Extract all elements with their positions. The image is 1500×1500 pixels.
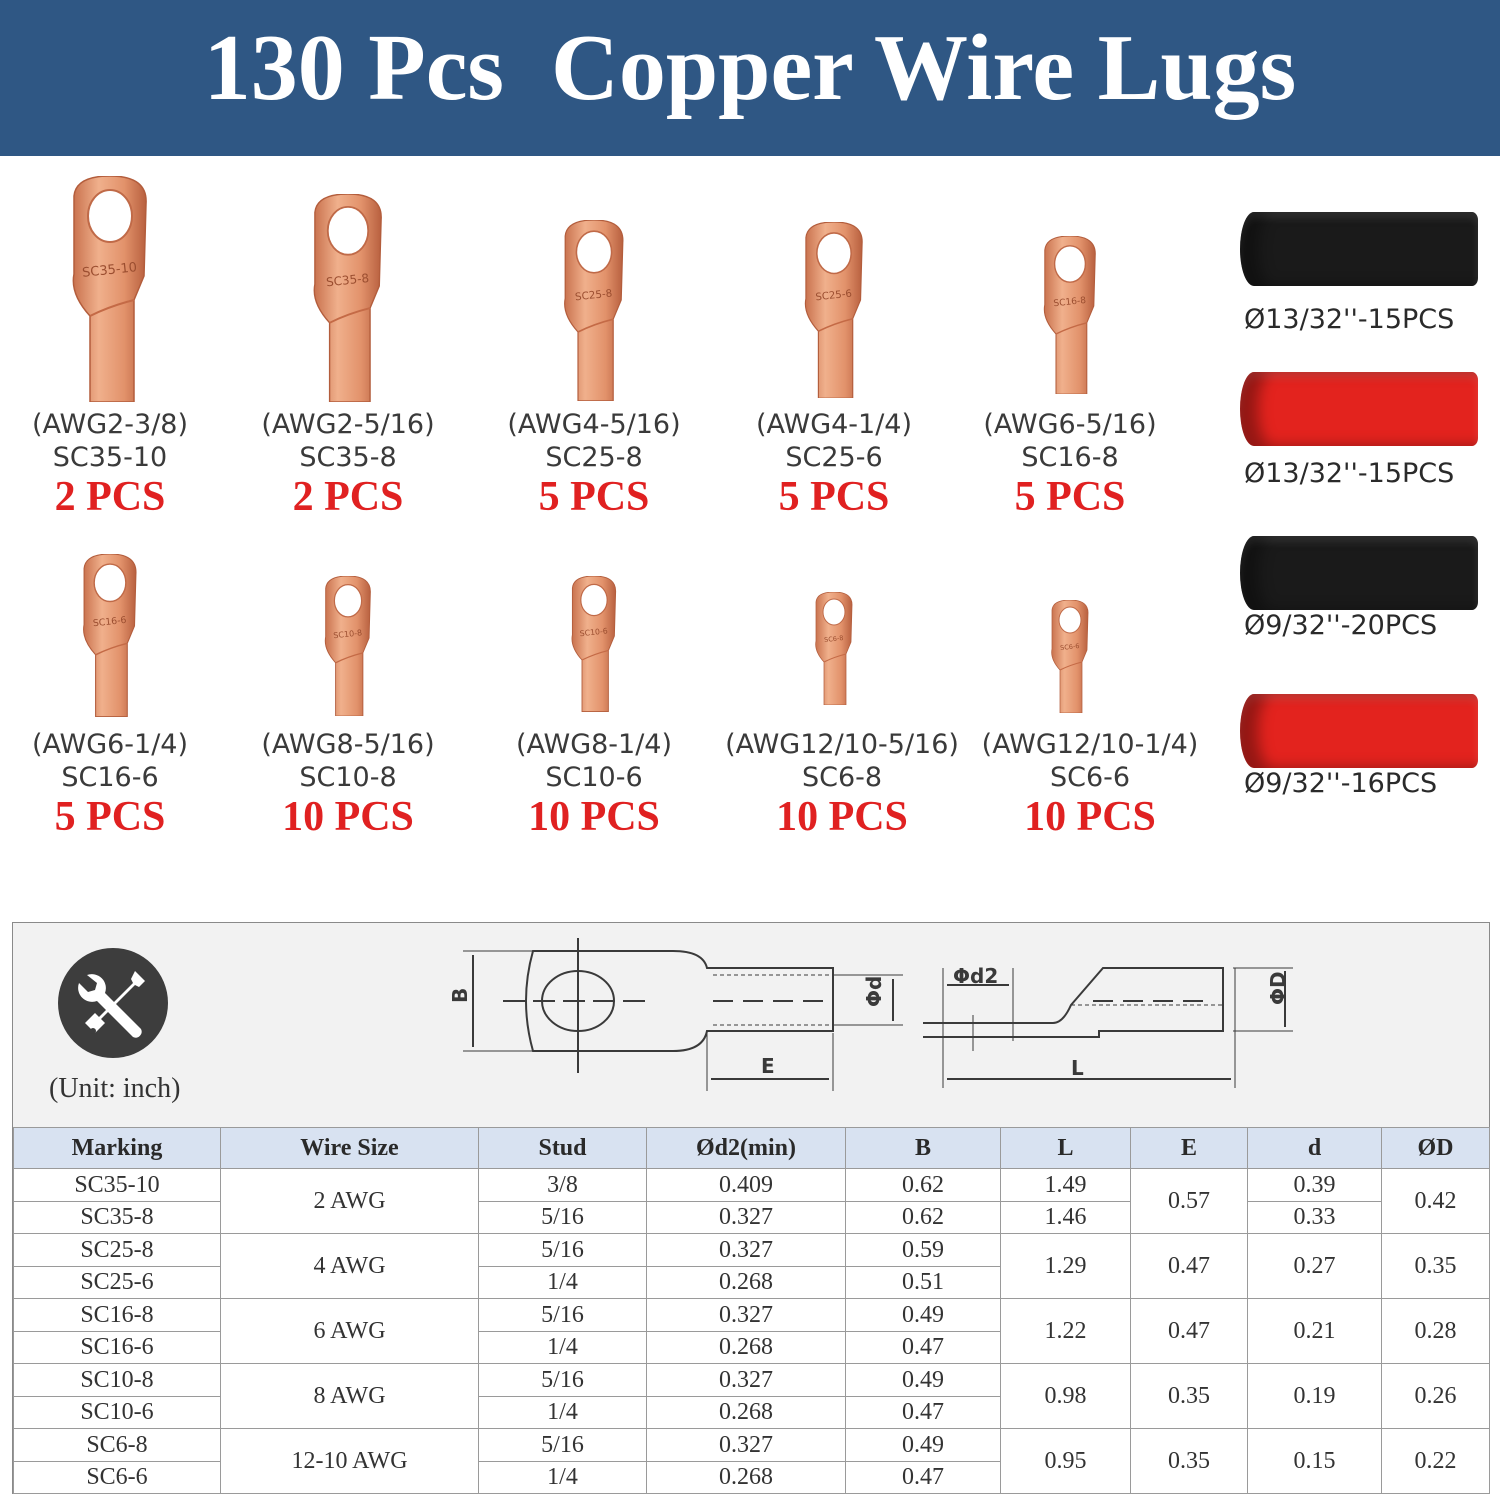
b-cell: 0.49 bbox=[846, 1364, 1001, 1397]
e-cell: 0.57 bbox=[1131, 1169, 1248, 1234]
lug-awg: (AWG8-5/16) bbox=[261, 729, 435, 760]
lug-code: SC16-6 bbox=[61, 762, 159, 793]
e-cell: 0.47 bbox=[1131, 1299, 1248, 1364]
lug-stamp: SC6-8 bbox=[823, 634, 844, 644]
stud-cell: 1/4 bbox=[479, 1266, 647, 1299]
b-cell: 0.49 bbox=[846, 1299, 1001, 1332]
b-cell: 0.47 bbox=[846, 1396, 1001, 1429]
d2-cell: 0.327 bbox=[647, 1364, 846, 1397]
tube-swatch bbox=[1240, 694, 1478, 768]
marking-cell: SC25-6 bbox=[14, 1266, 221, 1299]
b-cell: 0.49 bbox=[846, 1429, 1001, 1462]
lug-caption bbox=[474, 408, 714, 520]
table-row bbox=[14, 1234, 1490, 1267]
b-cell: 0.51 bbox=[846, 1266, 1001, 1299]
marking-cell: SC6-6 bbox=[14, 1461, 221, 1494]
lug-caption bbox=[474, 728, 714, 840]
lug-code: SC10-6 bbox=[545, 762, 643, 793]
od-cell: 0.35 bbox=[1382, 1234, 1490, 1299]
copper-lug-icon bbox=[60, 176, 160, 402]
d-cell: 0.21 bbox=[1248, 1299, 1382, 1364]
column-header: L bbox=[1001, 1128, 1131, 1169]
lug-caption bbox=[0, 728, 230, 840]
lug-code: SC6-8 bbox=[801, 762, 883, 793]
od-cell: 0.28 bbox=[1382, 1299, 1490, 1364]
lug-stamp: SC35-10 bbox=[81, 260, 138, 281]
tube-label: Ø9/32''-16PCS bbox=[1244, 768, 1438, 799]
copper-lug-icon bbox=[554, 220, 634, 401]
l-cell: 0.98 bbox=[1001, 1364, 1131, 1429]
l-cell: 1.46 bbox=[1001, 1201, 1131, 1234]
d-cell: 0.15 bbox=[1248, 1429, 1382, 1494]
lug-qty: 5 PCS bbox=[538, 474, 650, 520]
tube-label: Ø13/32''-15PCS bbox=[1244, 458, 1455, 489]
stud-cell: 1/4 bbox=[479, 1396, 647, 1429]
e-cell: 0.35 bbox=[1131, 1429, 1248, 1494]
column-header: Ød2(min) bbox=[647, 1128, 846, 1169]
marking-cell: SC35-8 bbox=[14, 1201, 221, 1234]
column-header: B bbox=[846, 1128, 1001, 1169]
lug-caption bbox=[228, 728, 468, 840]
stud-cell: 1/4 bbox=[479, 1331, 647, 1364]
lug-awg: (AWG4-5/16) bbox=[507, 409, 681, 440]
lug-code: SC6-6 bbox=[1049, 762, 1131, 793]
d-cell: 0.39 bbox=[1248, 1169, 1382, 1202]
marking-cell: SC6-8 bbox=[14, 1429, 221, 1462]
lug-awg: (AWG6-5/16) bbox=[983, 409, 1157, 440]
copper-lug-icon bbox=[795, 222, 873, 398]
stud-cell: 5/16 bbox=[479, 1299, 647, 1332]
b-cell: 0.62 bbox=[846, 1169, 1001, 1202]
b-cell: 0.62 bbox=[846, 1201, 1001, 1234]
lug-qty: 10 PCS bbox=[1024, 794, 1156, 840]
spec-table bbox=[13, 1127, 1490, 1494]
lug-qty: 2 PCS bbox=[54, 474, 166, 520]
lug-qty: 2 PCS bbox=[292, 474, 404, 520]
lug-code: SC35-10 bbox=[52, 442, 168, 473]
d-cell: 0.27 bbox=[1248, 1234, 1382, 1299]
tube-label: Ø9/32''-20PCS bbox=[1244, 610, 1438, 641]
d2-cell: 0.327 bbox=[647, 1299, 846, 1332]
lug-qty: 5 PCS bbox=[1014, 474, 1126, 520]
marking-cell: SC16-8 bbox=[14, 1299, 221, 1332]
stud-cell: 5/16 bbox=[479, 1201, 647, 1234]
table-row bbox=[14, 1364, 1490, 1397]
od-cell: 0.42 bbox=[1382, 1169, 1490, 1234]
lug-qty: 10 PCS bbox=[282, 794, 414, 840]
lug-awg: (AWG6-1/4) bbox=[31, 729, 189, 760]
table-row bbox=[14, 1429, 1490, 1462]
lug-awg: (AWG4-1/4) bbox=[755, 409, 913, 440]
l-cell: 1.22 bbox=[1001, 1299, 1131, 1364]
lug-awg: (AWG8-1/4) bbox=[515, 729, 673, 760]
lug-code: SC10-8 bbox=[299, 762, 397, 793]
copper-lug-icon bbox=[74, 554, 146, 717]
marking-cell: SC25-8 bbox=[14, 1234, 221, 1267]
lug-stamp: SC35-8 bbox=[325, 270, 370, 290]
lug-stamp: SC16-6 bbox=[92, 614, 128, 630]
lug-qty: 10 PCS bbox=[776, 794, 908, 840]
wire-size-cell: 2 AWG bbox=[221, 1169, 479, 1234]
copper-lug-icon bbox=[564, 576, 624, 712]
l-cell: 1.29 bbox=[1001, 1234, 1131, 1299]
column-header: Wire Size bbox=[221, 1128, 479, 1169]
lug-qty: 10 PCS bbox=[528, 794, 660, 840]
title-banner bbox=[0, 0, 1500, 156]
stud-cell: 5/16 bbox=[479, 1234, 647, 1267]
lug-code: SC25-6 bbox=[785, 442, 883, 473]
stud-cell: 5/16 bbox=[479, 1364, 647, 1397]
lug-caption bbox=[970, 728, 1210, 840]
spec-table-header bbox=[14, 1128, 1490, 1169]
lug-caption bbox=[722, 728, 962, 840]
unit-label: (Unit: inch) bbox=[49, 1073, 181, 1104]
d-cell: 0.19 bbox=[1248, 1364, 1382, 1429]
copper-lug-icon bbox=[317, 576, 379, 716]
d2-cell: 0.268 bbox=[647, 1396, 846, 1429]
dim-label-od: ΦD bbox=[1266, 971, 1290, 1005]
wire-size-cell: 4 AWG bbox=[221, 1234, 479, 1299]
dim-label-d: Φd bbox=[862, 975, 886, 1007]
lug-awg: (AWG12/10-1/4) bbox=[981, 729, 1199, 760]
stud-cell: 1/4 bbox=[479, 1461, 647, 1494]
stud-cell: 5/16 bbox=[479, 1429, 647, 1462]
lug-caption bbox=[714, 408, 954, 520]
wire-size-cell: 8 AWG bbox=[221, 1364, 479, 1429]
wire-size-cell: 12-10 AWG bbox=[221, 1429, 479, 1494]
l-cell: 1.49 bbox=[1001, 1169, 1131, 1202]
copper-lug-icon bbox=[1035, 236, 1105, 394]
lug-stamp: SC16-8 bbox=[1052, 295, 1087, 310]
lug-dimension-diagram bbox=[13, 923, 1489, 1123]
marking-cell: SC10-8 bbox=[14, 1364, 221, 1397]
spec-panel bbox=[12, 922, 1490, 1494]
copper-lug-icon bbox=[809, 592, 859, 705]
lug-awg: (AWG12/10-5/16) bbox=[725, 729, 959, 760]
od-cell: 0.22 bbox=[1382, 1429, 1490, 1494]
d2-cell: 0.409 bbox=[647, 1169, 846, 1202]
lug-stamp: SC25-6 bbox=[815, 288, 853, 304]
copper-lug-icon bbox=[1045, 600, 1095, 713]
dim-label-l: L bbox=[1071, 1056, 1084, 1080]
marking-cell: SC35-10 bbox=[14, 1169, 221, 1202]
column-header: Marking bbox=[14, 1128, 221, 1169]
lug-code: SC35-8 bbox=[299, 442, 397, 473]
lug-caption bbox=[228, 408, 468, 520]
dim-label-b: B bbox=[448, 987, 472, 1003]
lug-caption bbox=[0, 408, 230, 520]
dim-label-e: E bbox=[761, 1054, 775, 1078]
lug-code: SC16-8 bbox=[1021, 442, 1119, 473]
stud-cell: 3/8 bbox=[479, 1169, 647, 1202]
d2-cell: 0.327 bbox=[647, 1429, 846, 1462]
lug-qty: 5 PCS bbox=[778, 474, 890, 520]
d2-cell: 0.268 bbox=[647, 1331, 846, 1364]
d-cell: 0.33 bbox=[1248, 1201, 1382, 1234]
lug-code: SC25-8 bbox=[545, 442, 643, 473]
b-cell: 0.59 bbox=[846, 1234, 1001, 1267]
lug-stamp: SC25-8 bbox=[574, 287, 613, 304]
banner-title: 130 Pcs Copper Wire Lugs bbox=[203, 16, 1297, 120]
column-header: E bbox=[1131, 1128, 1248, 1169]
lug-caption bbox=[950, 408, 1190, 520]
dim-label-d2: Φd2 bbox=[953, 964, 999, 988]
tube-swatch bbox=[1240, 212, 1478, 286]
column-header: Stud bbox=[479, 1128, 647, 1169]
table-row bbox=[14, 1169, 1490, 1202]
lug-awg: (AWG2-5/16) bbox=[261, 409, 435, 440]
b-cell: 0.47 bbox=[846, 1461, 1001, 1494]
e-cell: 0.35 bbox=[1131, 1364, 1248, 1429]
marking-cell: SC10-6 bbox=[14, 1396, 221, 1429]
lug-stamp: SC10-8 bbox=[332, 628, 363, 641]
d2-cell: 0.327 bbox=[647, 1234, 846, 1267]
e-cell: 0.47 bbox=[1131, 1234, 1248, 1299]
column-header: d bbox=[1248, 1128, 1382, 1169]
d2-cell: 0.268 bbox=[647, 1266, 846, 1299]
lug-stamp: SC6-6 bbox=[1059, 642, 1080, 652]
d2-cell: 0.327 bbox=[647, 1201, 846, 1234]
tube-swatch bbox=[1240, 536, 1478, 610]
d2-cell: 0.268 bbox=[647, 1461, 846, 1494]
tube-swatch bbox=[1240, 372, 1478, 446]
lug-stamp: SC10-6 bbox=[579, 626, 609, 639]
copper-lug-icon bbox=[302, 194, 394, 402]
b-cell: 0.47 bbox=[846, 1331, 1001, 1364]
od-cell: 0.26 bbox=[1382, 1364, 1490, 1429]
lug-awg: (AWG2-3/8) bbox=[31, 409, 189, 440]
tube-label: Ø13/32''-15PCS bbox=[1244, 304, 1455, 335]
wire-size-cell: 6 AWG bbox=[221, 1299, 479, 1364]
l-cell: 0.95 bbox=[1001, 1429, 1131, 1494]
column-header: ØD bbox=[1382, 1128, 1490, 1169]
table-row bbox=[14, 1299, 1490, 1332]
lug-qty: 5 PCS bbox=[54, 794, 166, 840]
marking-cell: SC16-6 bbox=[14, 1331, 221, 1364]
